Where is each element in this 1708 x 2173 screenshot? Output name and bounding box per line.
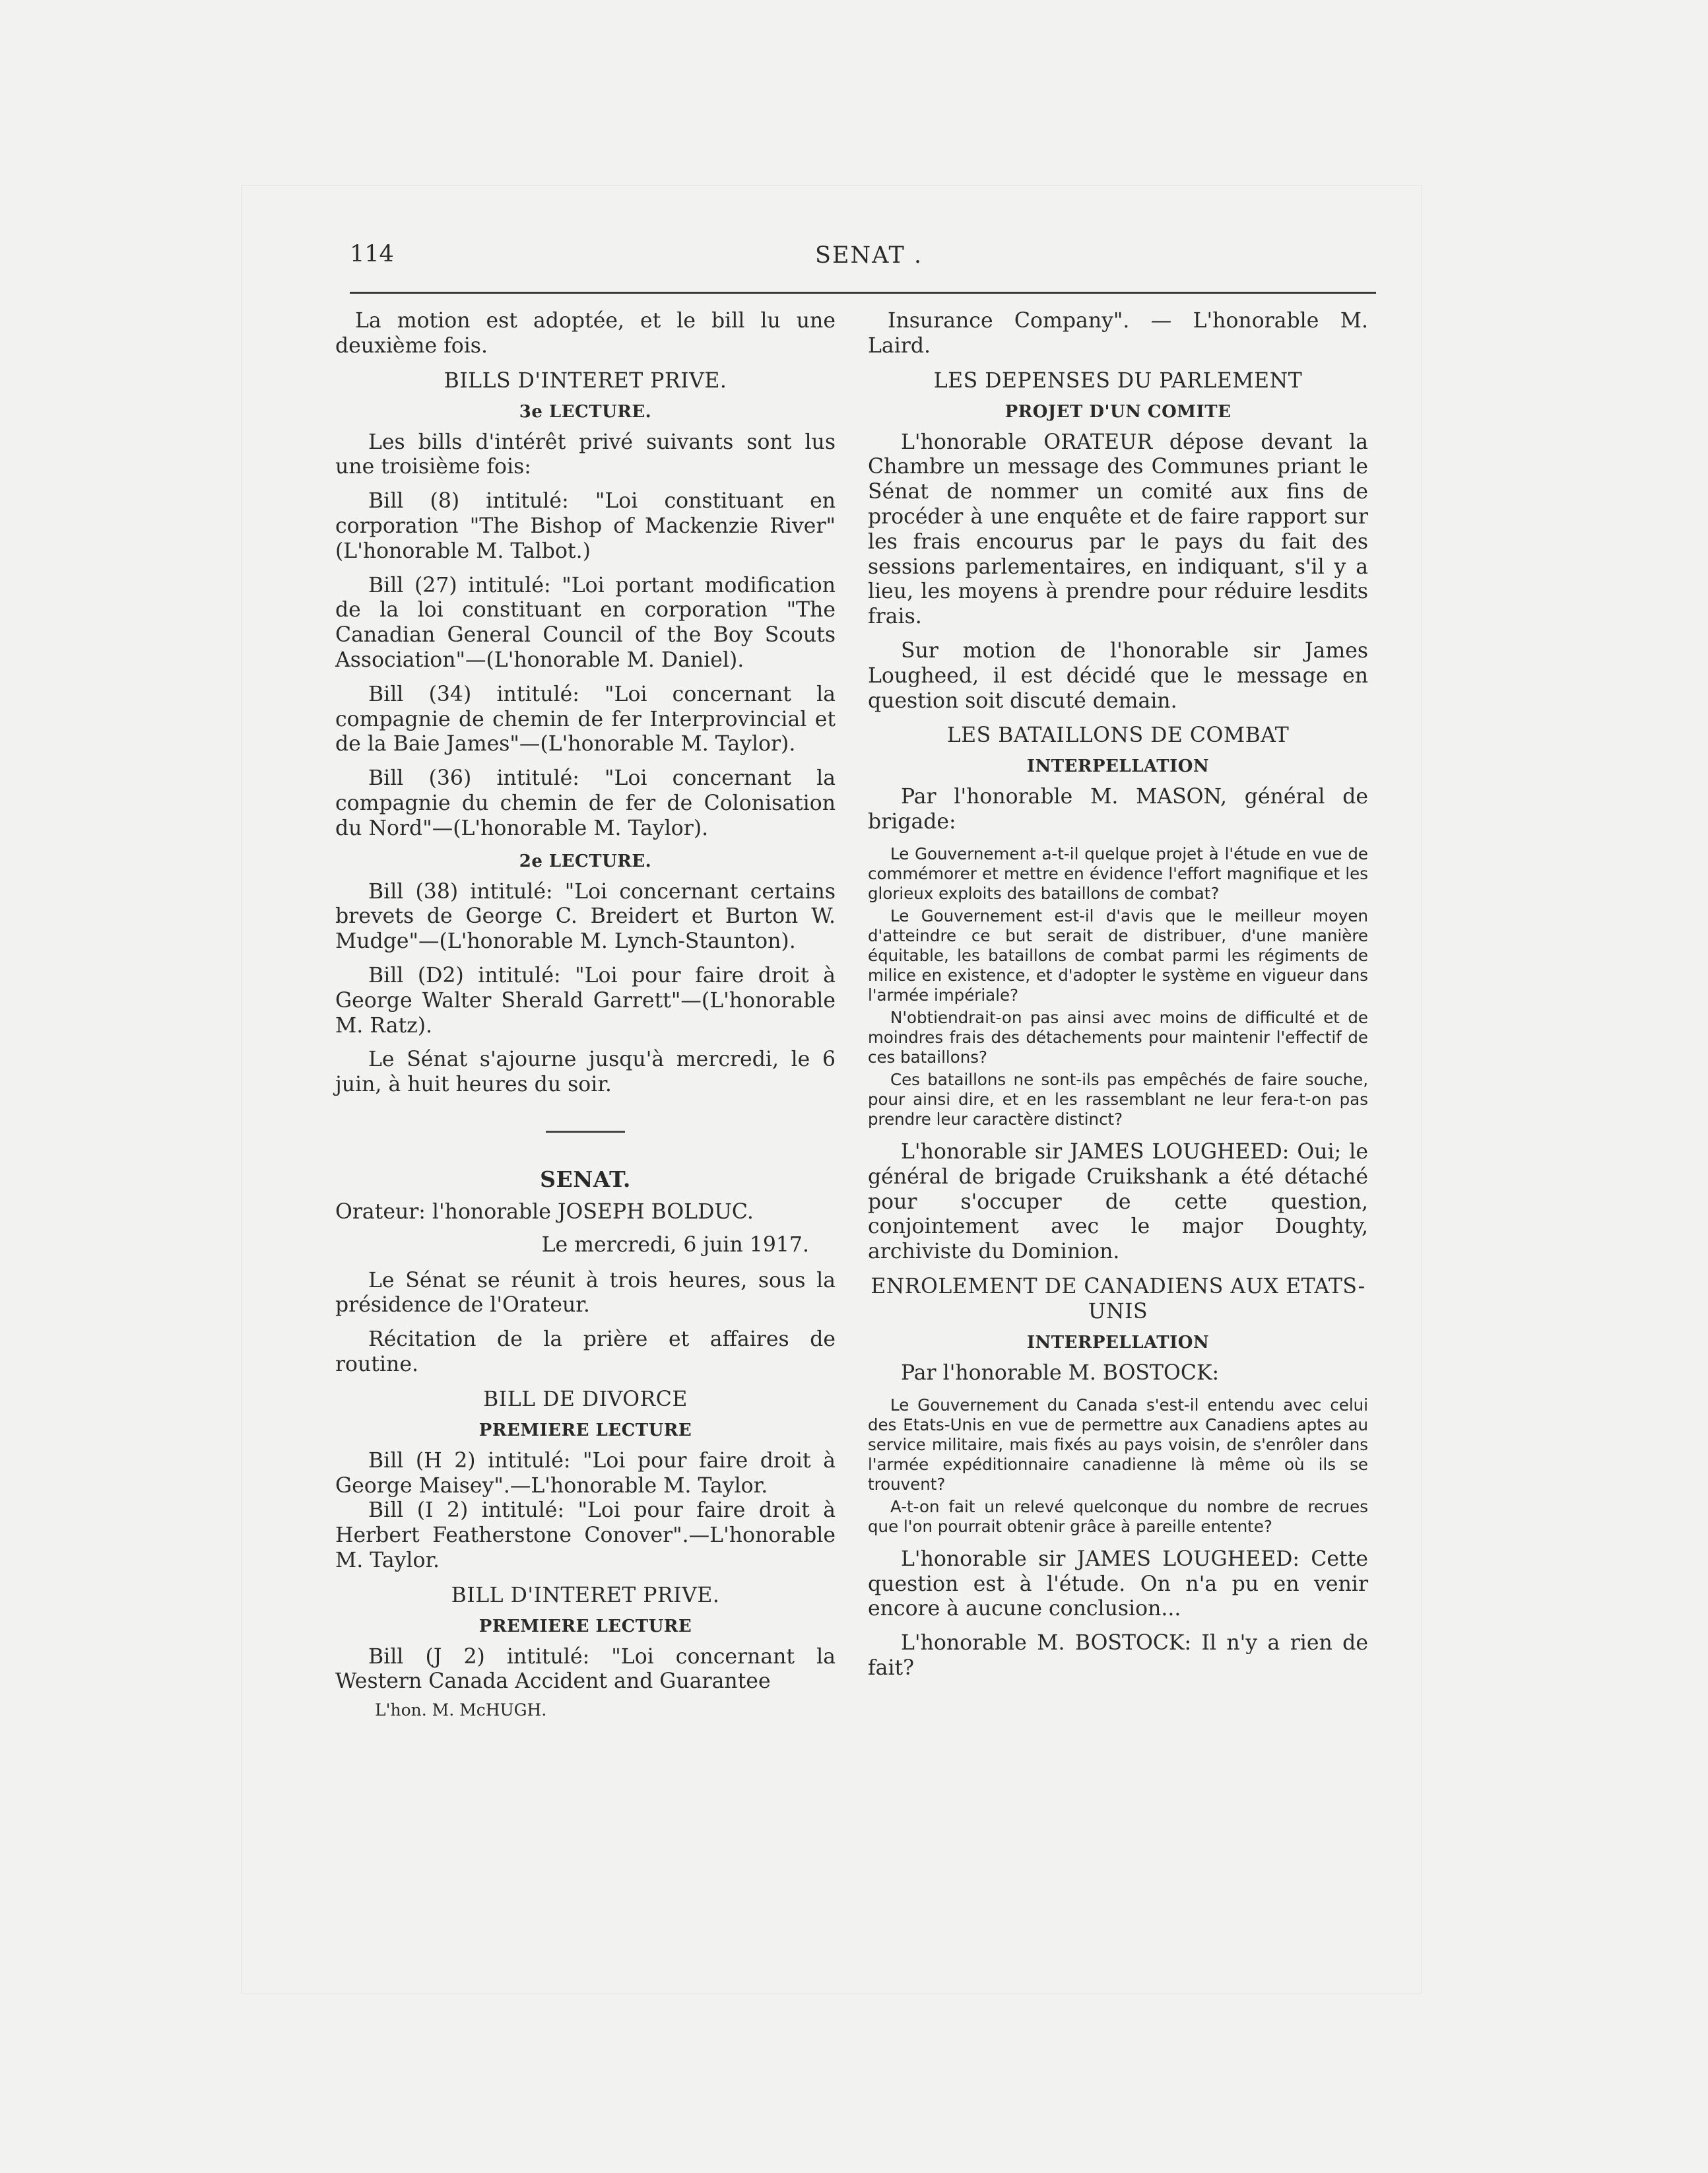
paragraph: L'honorable M. BOSTOCK: Il n'y a rien de fait? <box>868 1631 1368 1680</box>
page-header <box>350 234 1376 300</box>
paragraph: Le Sénat s'ajourne jusqu'à mercredi, le 6 juin, à huit heures du soir. <box>335 1048 836 1097</box>
question: N'obtiendrait-on pas ainsi avec moins de difficulté et de moindres frais des détachements pour maintenir l'effectif de ces bataillons? <box>868 1007 1368 1067</box>
section-heading: LES BATAILLONS DE COMBAT <box>946 723 1290 748</box>
paragraph: Le Sénat se réunit à trois heures, sous la présidence de l'Orateur. <box>335 1268 836 1318</box>
left-column <box>335 309 836 1721</box>
sitting-date: Le mercredi, 6 juin 1917. <box>541 1232 809 1257</box>
page-number: 114 <box>350 241 394 267</box>
paragraph: Bill (8) intitulé: "Loi constituant en corporation "The Bishop of Mackenzie River" (L'honorable M. Talbot.) <box>335 489 836 563</box>
sitting-title: SENAT. <box>540 1166 631 1192</box>
question-block <box>868 1395 1368 1537</box>
paragraph: Bill (J 2) intitulé: "Loi concernant la Western Canada Accident and Guarantee <box>335 1644 836 1694</box>
running-head: SENAT . <box>815 242 923 269</box>
section-heading: BILL DE DIVORCE <box>483 1387 688 1411</box>
header-rule <box>350 292 1376 294</box>
section-heading: LES DEPENSES DU PARLEMENT <box>933 368 1303 393</box>
footer-note: L'hon. M. McHUGH. <box>375 1700 547 1720</box>
paragraph: Par l'honorable M. BOSTOCK: <box>901 1360 1220 1385</box>
subsection-heading: INTERPELLATION <box>1026 1332 1210 1353</box>
paragraph: L'honorable sir JAMES LOUGHEED: Oui; le général de brigade Cruikshank a été détaché pour s'occuper de cette question, conjointement avec le major Doughty, archiviste du Dominion. <box>868 1139 1368 1264</box>
subsection-heading: PREMIERE LECTURE <box>478 1616 692 1636</box>
section-heading: BILL D'INTERET PRIVE. <box>451 1583 720 1607</box>
subsection-heading: 2e LECTURE. <box>519 851 652 871</box>
paragraph: Bill (27) intitulé: "Loi portant modification de la loi constituant en corporation "The Canadian General Council of the Boy Scouts Association"—(L'honorable M. Daniel). <box>335 573 836 672</box>
paragraph: Par l'honorable M. MASON, général de brigade: <box>868 785 1368 834</box>
subsection-heading: PROJET D'UN COMITE <box>1004 401 1232 422</box>
question: Le Gouvernement a-t-il quelque projet à l'étude en vue de commémorer et mettre en évidence l'effort magnifique et les glorieux exploits des bataillons de combat? <box>868 844 1368 903</box>
question-block <box>868 844 1368 1129</box>
paragraph: L'honorable sir JAMES LOUGHEED: Cette question est à l'étude. On n'a pu en venir encore à aucune conclusion... <box>868 1547 1368 1621</box>
paragraph: Sur motion de l'honorable sir James Lougheed, il est décidé que le message en question soit discuté demain. <box>868 638 1368 713</box>
paragraph: Les bills d'intérêt privé suivants sont lus une troisième fois: <box>335 430 836 479</box>
paragraph: Bill (H 2) intitulé: "Loi pour faire droit à George Maisey".—L'honorable M. Taylor. <box>335 1448 836 1498</box>
paragraph: Insurance Company". — L'honorable M. Laird. <box>868 309 1368 358</box>
paragraph: L'honorable ORATEUR dépose devant la Chambre un message des Communes priant le Sénat de nommer un comité aux fins de procéder à une enquête et de faire rapport sur les frais encourus par le pays du fait des sessions parlementaires, en indiquant, s'il y a lieu, les moyens à prendre pour réduire lesdits frais. <box>868 430 1368 629</box>
section-heading: ENROLEMENT DE CANADIENS AUX ETATS-UNIS <box>870 1274 1365 1323</box>
question: Ces bataillons ne sont-ils pas empêchés de faire souche, pour ainsi dire, et en les rassemblant ne leur fera-t-on pas prendre leur caractère distinct? <box>868 1069 1368 1129</box>
subsection-heading: INTERPELLATION <box>1026 756 1210 777</box>
paragraph: Bill (34) intitulé: "Loi concernant la compagnie de chemin de fer Interprovincial et de la Baie James"—(L'honorable M. Taylor). <box>335 682 836 756</box>
subsection-heading: 3e LECTURE. <box>519 401 652 422</box>
question: A-t-on fait un relevé quelconque du nombre de recrues que l'on pourrait obtenir grâce à pareille entente? <box>868 1496 1368 1536</box>
question: Le Gouvernement est-il d'avis que le meilleur moyen d'atteindre ce but serait de distribuer, d'une manière équitable, les bataillons de combat parmi les régiments de milice en existence, et d'adopter le système en vigueur dans l'armée impériale? <box>868 906 1368 1005</box>
section-heading: BILLS D'INTERET PRIVE. <box>443 368 727 393</box>
paragraph: La motion est adoptée, et le bill lu une deuxième fois. <box>335 309 836 358</box>
paragraph: Bill (38) intitulé: "Loi concernant certains brevets de George C. Breidert et Burton W. Mudge"—(L'honorable M. Lynch-Staunton). <box>335 879 836 954</box>
presiding-officer: Orateur: l'honorable JOSEPH BOLDUC. <box>335 1199 754 1224</box>
paragraph: Récitation de la prière et affaires de routine. <box>335 1327 836 1376</box>
paragraph: Bill (36) intitulé: "Loi concernant la compagnie du chemin de fer de Colonisation du Nord"—(L'honorable M. Taylor). <box>335 766 836 840</box>
right-column <box>868 309 1368 1690</box>
question: Le Gouvernement du Canada s'est-il entendu avec celui des Etats-Unis en vue de permettre aux Canadiens aptes au service militaire, mais fixés au pays voisin, de s'enrôler dans l'armée expéditionnaire canadienne là même où ils se trouvent? <box>868 1395 1368 1494</box>
paragraph: Bill (I 2) intitulé: "Loi pour faire droit à Herbert Featherstone Conover".—L'honorable M. Taylor. <box>335 1498 836 1572</box>
separator-rule <box>546 1131 625 1133</box>
subsection-heading: PREMIERE LECTURE <box>478 1420 692 1440</box>
paragraph: Bill (D2) intitulé: "Loi pour faire droit à George Walter Sherald Garrett"—(L'honorable M. Ratz). <box>335 963 836 1038</box>
